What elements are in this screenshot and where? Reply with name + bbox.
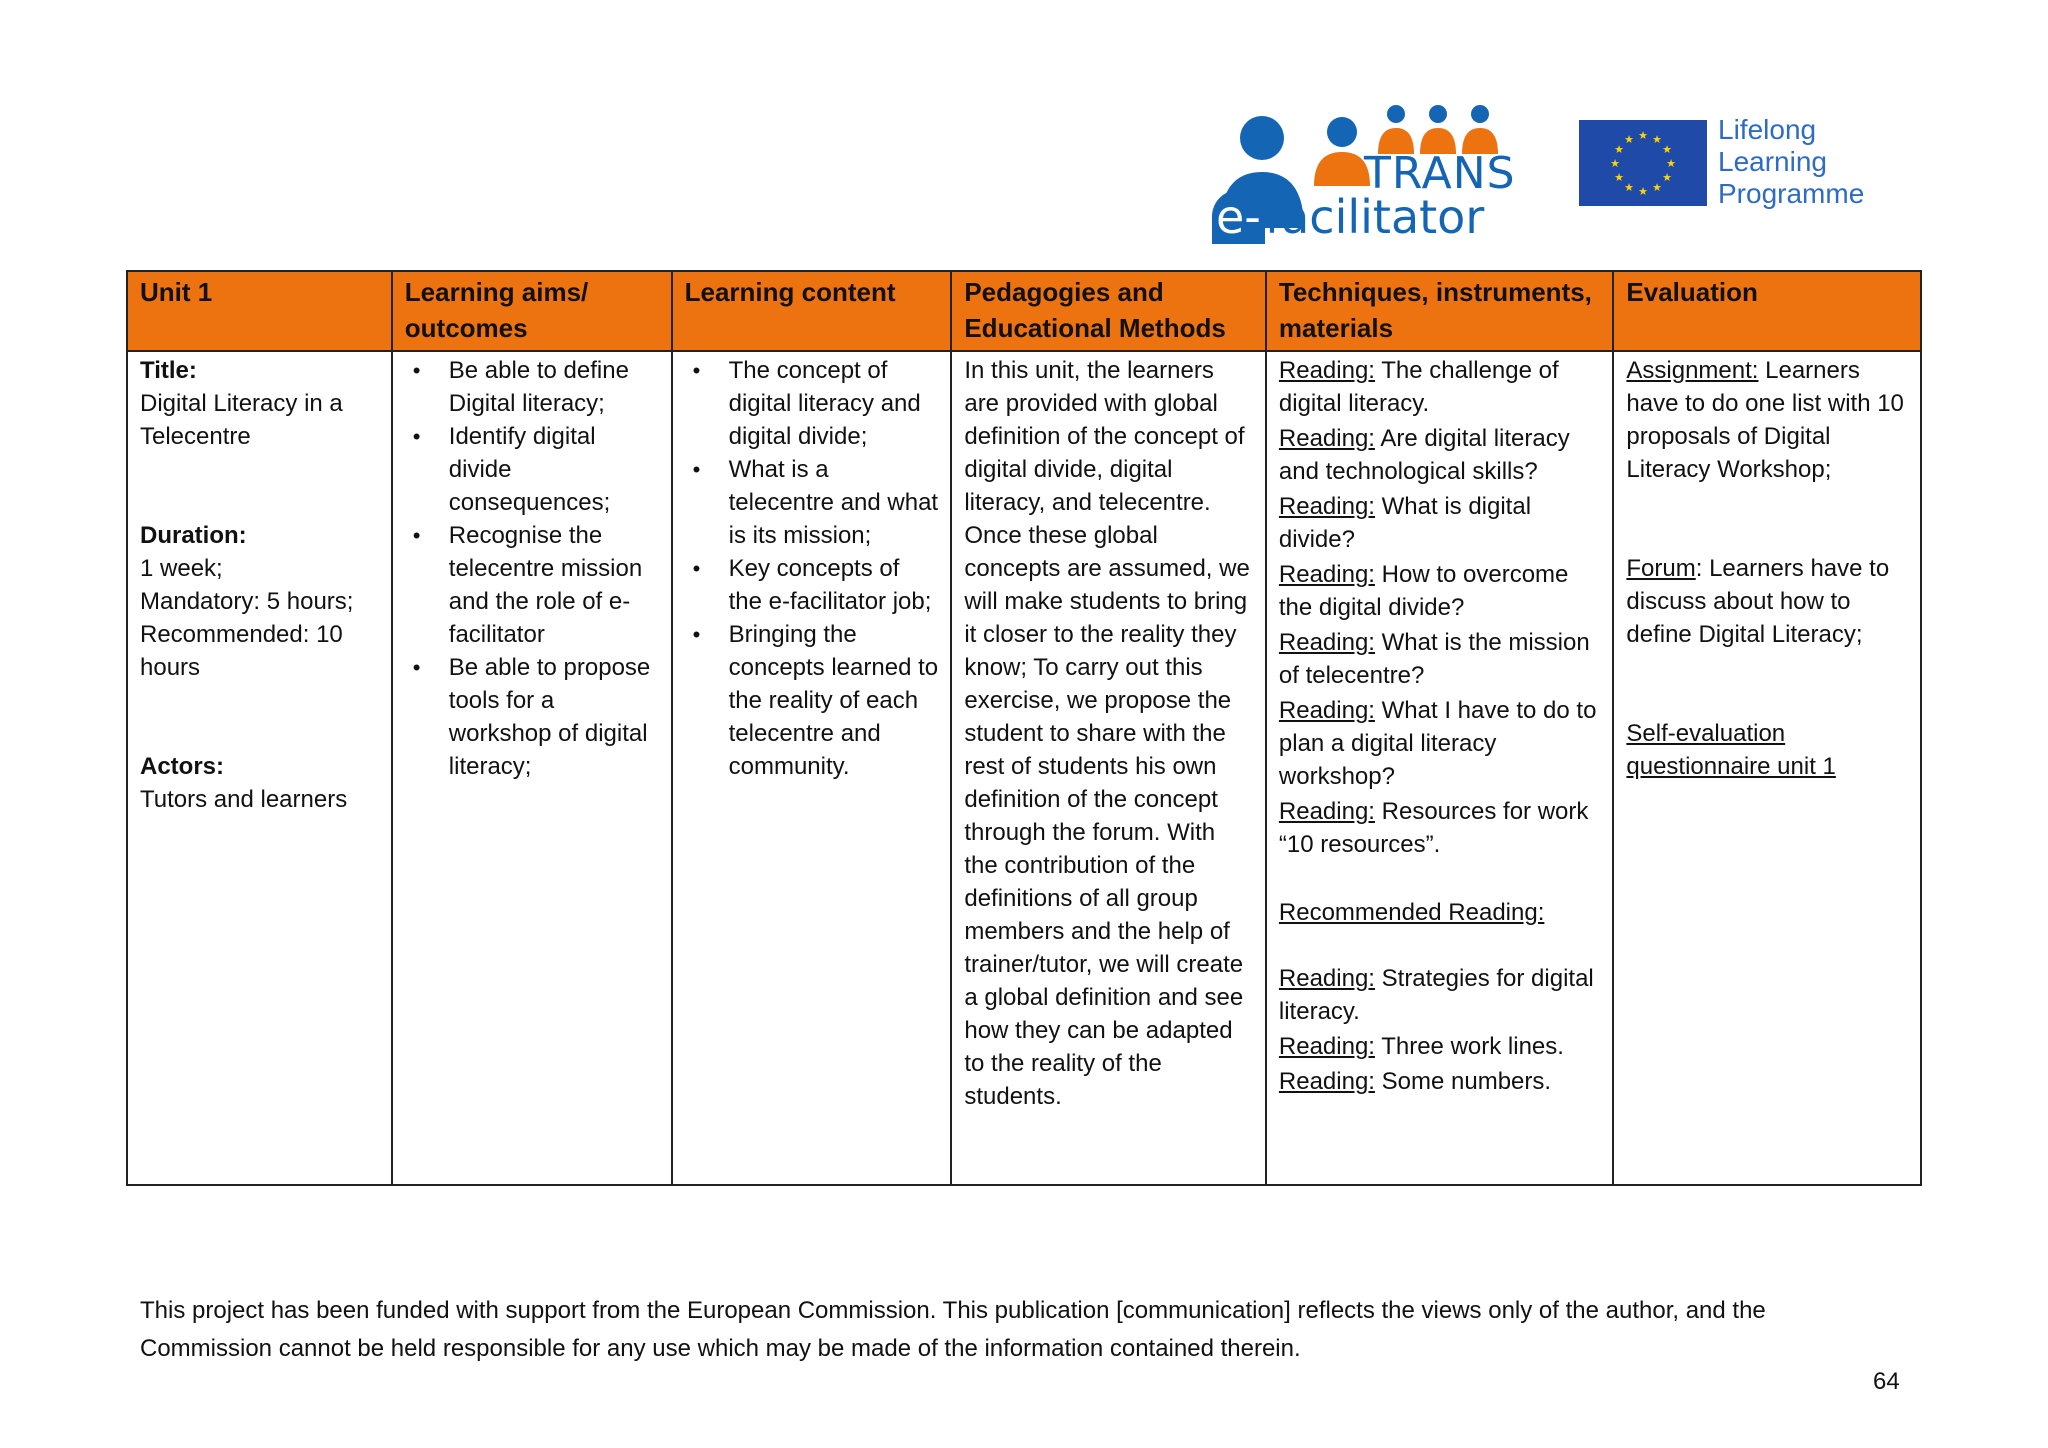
llp-line3: Programme bbox=[1718, 178, 1865, 209]
list-item: • What is a telecentre and what is its mission; bbox=[729, 453, 939, 552]
title-value: Digital Literacy in a Telecentre bbox=[140, 390, 343, 450]
llp-line2: Learning bbox=[1718, 146, 1827, 177]
reading-text: What is digital divide? bbox=[1278, 493, 1532, 553]
efacilitator-wordmark bbox=[1212, 190, 1484, 244]
pedagogy-text: In this unit, the learners are provided with global definition of the concept of digital divide, digital literacy, and telecentre. Once these global concepts are assumed, we will make students to bring it closer to the reality they know; To carry out this exercise, we propose the student to share with the rest of students his own definition of the concept through the forum. With the contribution of the definitions of all group members and the help of trainer/tutor, we will create a global definition and see how they can be adapted to the reality of the students. bbox=[964, 357, 1250, 1110]
svg-text:★: ★ bbox=[1666, 158, 1676, 170]
list-item: • Identify digital divide consequences; bbox=[449, 420, 659, 519]
duration-line: 1 week; bbox=[140, 555, 223, 582]
assignment-label: Assignment: bbox=[1626, 357, 1759, 384]
header-pedagogy: Pedagogies and Educational Methods bbox=[951, 271, 1266, 351]
header-unit: Unit 1 bbox=[127, 271, 392, 351]
header-techniques: Techniques, instruments, materials bbox=[1266, 271, 1614, 351]
header-logos bbox=[1212, 100, 1892, 244]
reading-text: The challenge of digital literacy. bbox=[1278, 357, 1559, 417]
actors-label: Actors: bbox=[140, 753, 225, 780]
svg-text:★: ★ bbox=[1610, 158, 1620, 170]
duration-line: Recommended: 10 hours bbox=[140, 621, 343, 681]
reading-item bbox=[1279, 558, 1601, 624]
header-row bbox=[127, 271, 1921, 351]
forum-item bbox=[1626, 552, 1908, 651]
cell-content bbox=[672, 351, 952, 1185]
aims-list bbox=[405, 354, 659, 783]
assignment-item bbox=[1626, 354, 1908, 486]
reading-label: Reading: bbox=[1278, 1033, 1375, 1060]
cell-evaluation bbox=[1613, 351, 1921, 1185]
reading-text: Three work lines. bbox=[1381, 1033, 1564, 1060]
trans-efacilitator-logo bbox=[1212, 100, 1516, 244]
assignment-text: Learners have to do one list with 10 proposals of Digital Literacy Workshop; bbox=[1626, 357, 1904, 483]
efac-rest: facilitator bbox=[1264, 190, 1485, 244]
reading-item bbox=[1279, 795, 1601, 861]
list-item: • Bringing the concepts learned to the reality of each telecentre and community. bbox=[729, 618, 939, 783]
svg-text:★: ★ bbox=[1652, 134, 1662, 146]
reading-item bbox=[1279, 1030, 1601, 1063]
reading-label: Reading: bbox=[1278, 357, 1375, 384]
recommended-heading: Recommended Reading: bbox=[1278, 899, 1545, 926]
llp-line1: Lifelong bbox=[1718, 114, 1817, 145]
reading-label: Reading: bbox=[1278, 1068, 1375, 1095]
reading-label: Reading: bbox=[1278, 425, 1375, 452]
reading-label: Reading: bbox=[1278, 561, 1375, 588]
reading-text: Some numbers. bbox=[1381, 1068, 1552, 1095]
reading-text: Resources for work “10 resources”. bbox=[1278, 798, 1589, 858]
title-label: Title: bbox=[140, 357, 197, 384]
cell-techniques bbox=[1266, 351, 1614, 1185]
llp-wordmark bbox=[1718, 114, 1864, 210]
reading-text: What I have to do to plan a digital literacy workshop? bbox=[1278, 697, 1597, 790]
svg-text:★: ★ bbox=[1638, 130, 1648, 142]
duration-line: Mandatory: 5 hours; bbox=[140, 588, 354, 615]
actors-value: Tutors and learners bbox=[140, 786, 348, 813]
svg-text:★: ★ bbox=[1652, 182, 1662, 194]
svg-text:★: ★ bbox=[1614, 144, 1624, 156]
reading-label: Reading: bbox=[1278, 798, 1375, 825]
selfeval-link[interactable]: Self-evaluation questionnaire unit 1 bbox=[1626, 720, 1836, 780]
cell-pedagogy bbox=[951, 351, 1266, 1185]
reading-item bbox=[1279, 626, 1601, 692]
trans-wordmark: TRANS bbox=[1364, 148, 1516, 199]
reading-item bbox=[1279, 694, 1601, 793]
svg-text:★: ★ bbox=[1614, 172, 1624, 184]
list-item: • Be able to propose tools for a workshop of digital literacy; bbox=[449, 651, 659, 783]
duration-label: Duration: bbox=[140, 522, 247, 549]
reading-item bbox=[1279, 490, 1601, 556]
unit-table bbox=[126, 270, 1922, 1186]
reading-label: Reading: bbox=[1278, 965, 1375, 992]
header-evaluation: Evaluation bbox=[1613, 271, 1921, 351]
reading-item bbox=[1279, 962, 1601, 1028]
funding-disclaimer: This project has been funded with support from the European Commission. This publication [communication] reflects the views only of the author, and the Commission cannot be held responsible for any use which may be made of the information contained therein. bbox=[140, 1297, 1766, 1362]
reading-text: Are digital literacy and technological skills? bbox=[1278, 425, 1570, 485]
forum-label: Forum bbox=[1626, 555, 1696, 582]
header-content: Learning content bbox=[672, 271, 952, 351]
list-item: • Be able to define Digital literacy; bbox=[449, 354, 659, 420]
header-aims: Learning aims/ outcomes bbox=[392, 271, 672, 351]
list-item: • The concept of digital literacy and digital divide; bbox=[729, 354, 939, 453]
reading-item bbox=[1279, 1065, 1601, 1098]
reading-text: How to overcome the digital divide? bbox=[1278, 561, 1569, 621]
reading-label: Reading: bbox=[1278, 629, 1375, 656]
eu-flag-icon bbox=[1579, 120, 1707, 206]
cell-aims bbox=[392, 351, 672, 1185]
content-list bbox=[685, 354, 939, 783]
list-item: • Key concepts of the e-facilitator job; bbox=[729, 552, 939, 618]
page-number: 64 bbox=[1873, 1368, 1900, 1395]
table-row bbox=[127, 351, 1921, 1185]
reading-item bbox=[1279, 354, 1601, 420]
reading-text: Strategies for digital literacy. bbox=[1278, 965, 1594, 1025]
cell-unit-info bbox=[127, 351, 392, 1185]
reading-label: Reading: bbox=[1278, 697, 1375, 724]
list-item: • Recognise the telecentre mission and the role of e-facilitator bbox=[449, 519, 659, 651]
reading-text: What is the mission of telecentre? bbox=[1278, 629, 1590, 689]
svg-text:★: ★ bbox=[1624, 134, 1634, 146]
svg-text:★: ★ bbox=[1624, 182, 1634, 194]
svg-text:★: ★ bbox=[1662, 144, 1672, 156]
reading-item bbox=[1279, 422, 1601, 488]
reading-label: Reading: bbox=[1278, 493, 1375, 520]
svg-text:★: ★ bbox=[1638, 186, 1648, 198]
efac-e: e- bbox=[1212, 190, 1265, 244]
svg-text:★: ★ bbox=[1662, 172, 1672, 184]
forum-text: : Learners have to discuss about how to define Digital Literacy; bbox=[1626, 555, 1890, 648]
